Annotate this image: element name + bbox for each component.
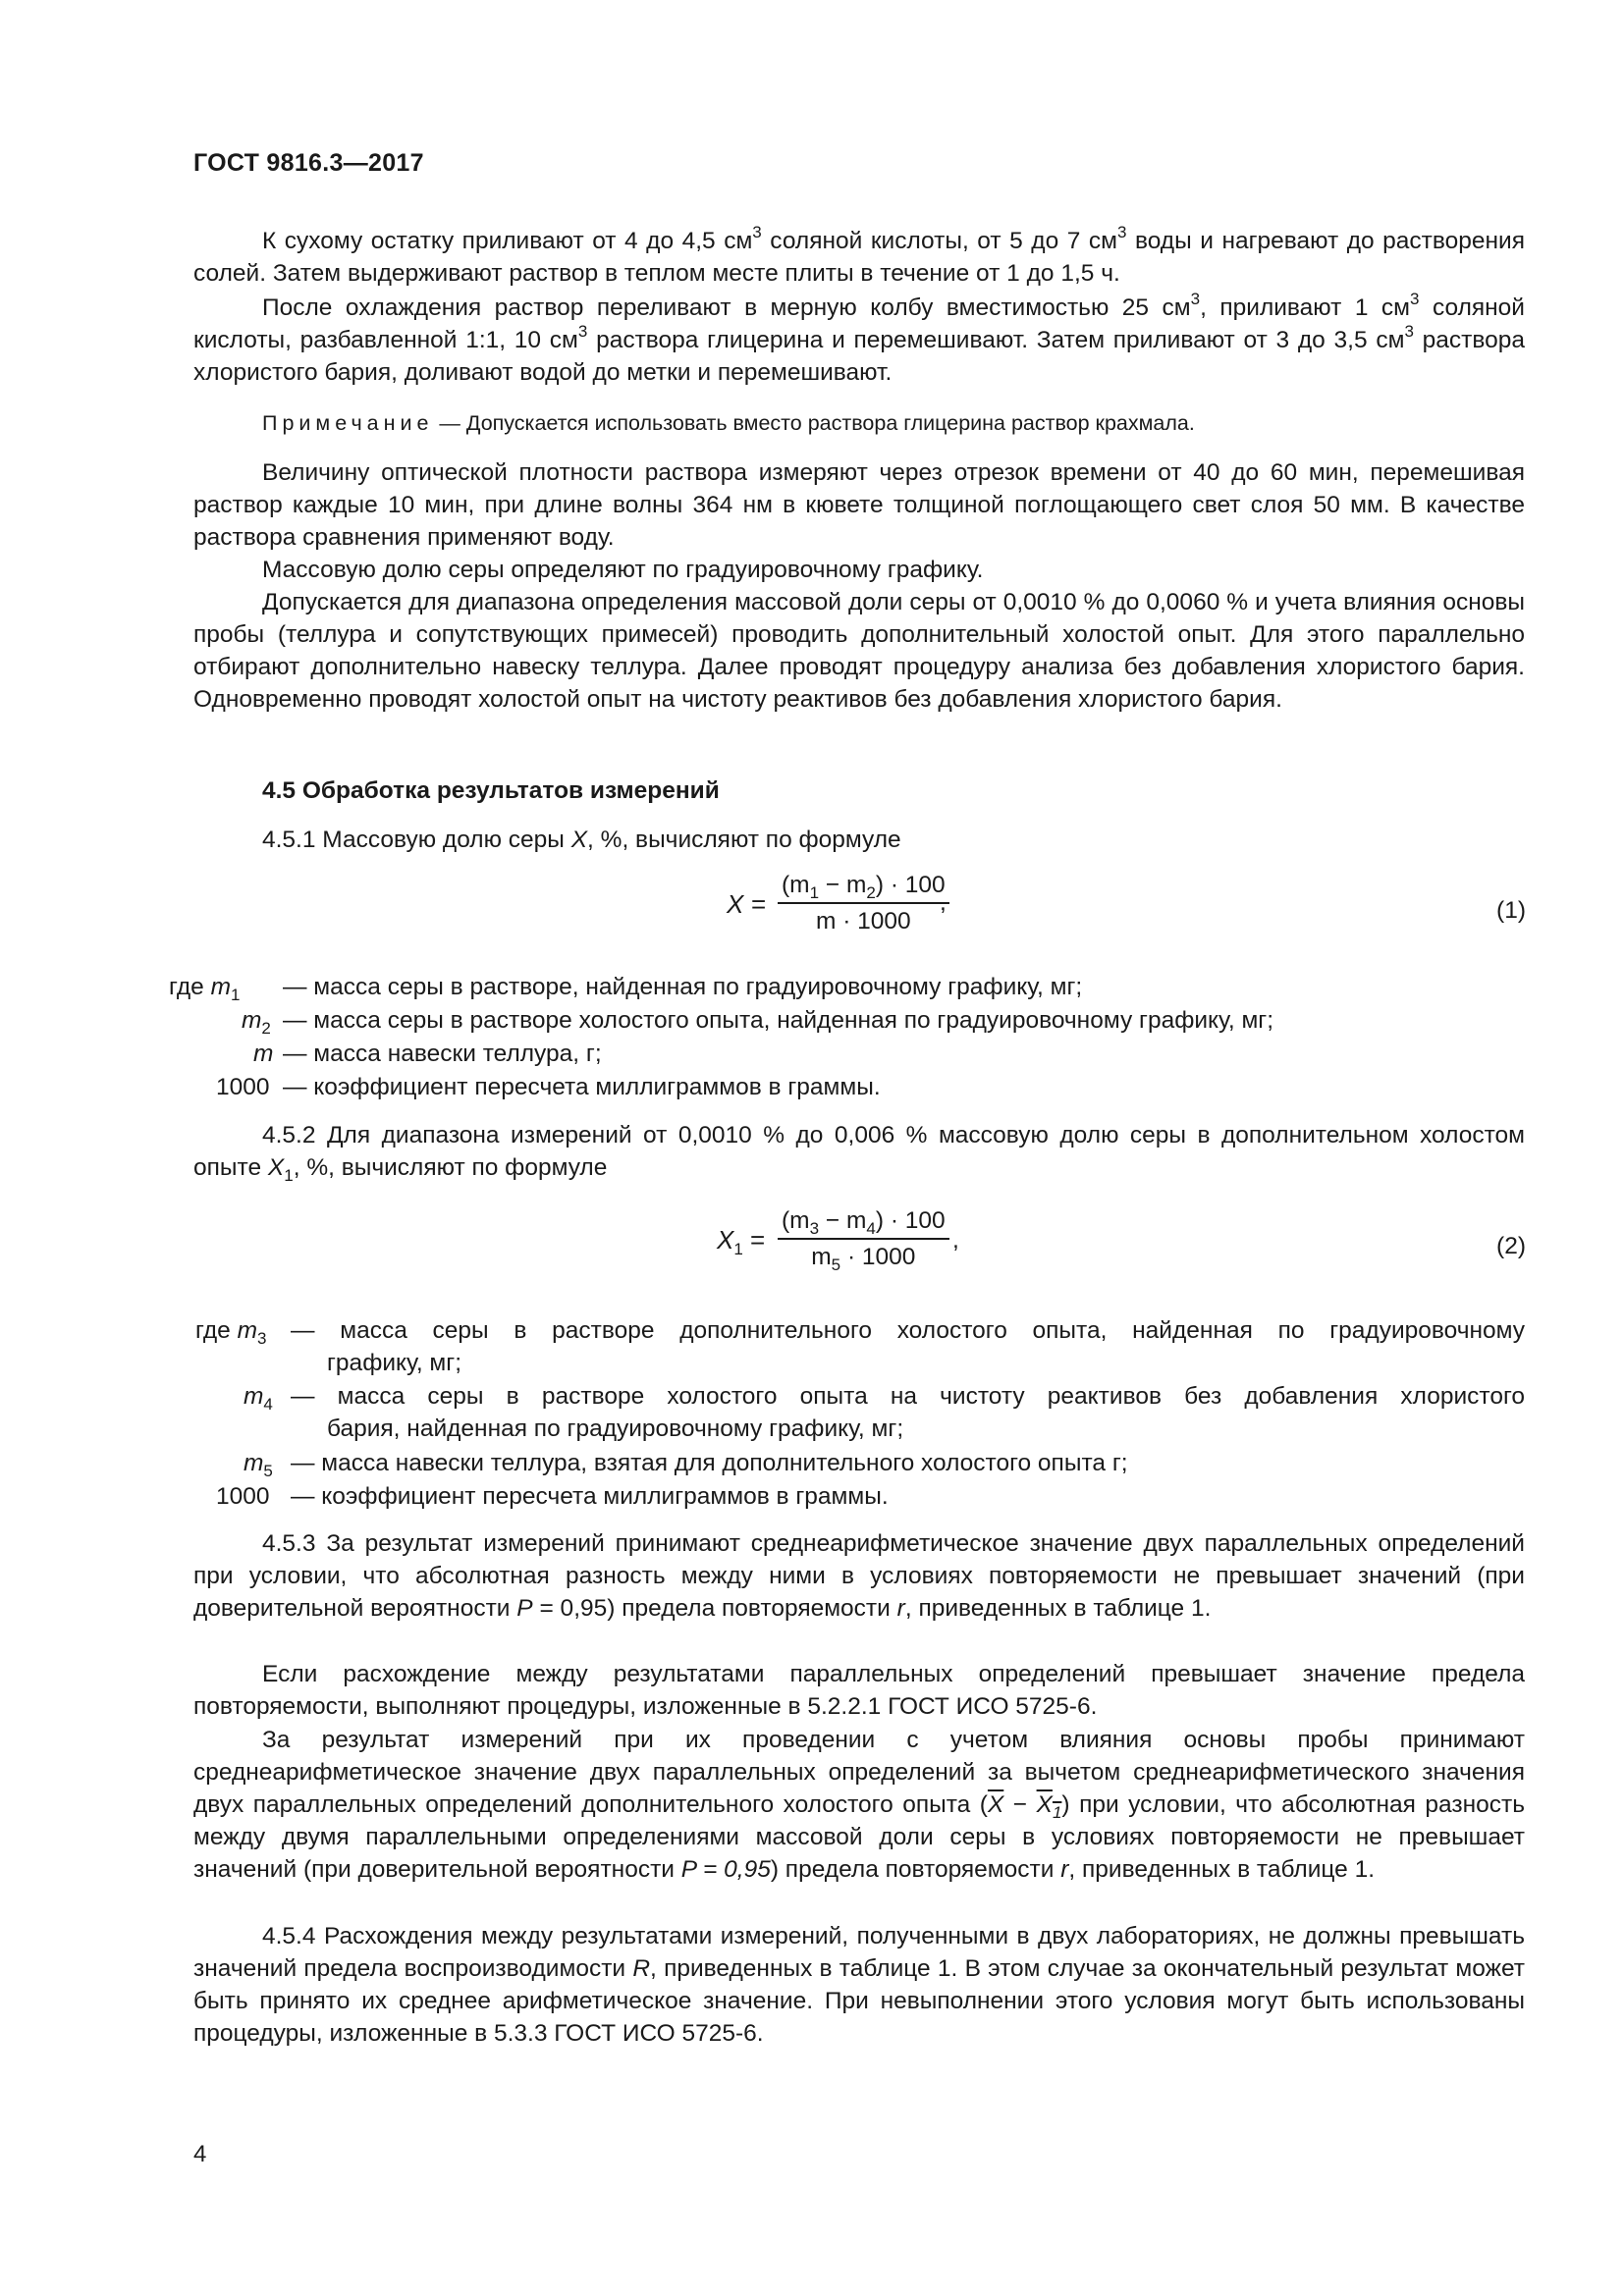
- legend-1-row: $m_2$: [242, 1007, 271, 1038]
- legend-1-text: — коэффициент пересчета миллиграммов в граммы.: [283, 1074, 881, 1100]
- page-number: 4: [193, 2141, 207, 2167]
- paragraph-divergence: Если расхождение между результатами параллельных определений превышает значение предела повторяемости, выполняют процедуры, изложенные в 5.2.2.1 ГОСТ ИСО 5725-6.: [193, 1661, 1525, 1720]
- clause-4-5-4: 4.5.4 Расхождения между результатами измерений, полученными в двух лабораториях, не должны превышать значений предела воспроизводимости R, приведенных в таблице 1. В этом случае за окончательный результат может быть принято их среднее арифметическое значение. При невыполнении этого условия могут быть использованы процедуры, изложенные в 5.3.3 ГОСТ ИСО 5725-6.: [193, 1923, 1526, 2047]
- paragraph-calibration: Массовую долю серы определяют по градуировочному графику.: [262, 557, 984, 583]
- formula-2-fraction: [778, 1207, 949, 1274]
- formula-1-numerator: $(m_1 - m_2) \cdot 100$: [778, 872, 949, 904]
- legend-2-text: — коэффициент пересчета миллиграммов в граммы.: [291, 1483, 889, 1510]
- note: Примечание — Допускается использовать вместо раствора глицерина раствор крахмала.: [262, 411, 1195, 435]
- paragraph-optical-density: Величину оптической плотности раствора измеряют через отрезок времени от 40 до 60 мин, перемешивая раствор каждые 10 мин, при длине волны 364 нм в кювете толщиной поглощающего свет слоя 50 мм. В качестве раствора сравнения применяют воду.: [193, 459, 1525, 551]
- clause-4-5-3: 4.5.3 За результат измерений принимают среднеарифметическое значение двух параллельных определений при условии, что абсолютная разность между ними в условиях повторяемости не превышает значений (при доверительной вероятности P = 0,95) предела повторяемости r, приведенных в таблице 1.: [193, 1530, 1525, 1622]
- legend-2-row: $m_5$: [244, 1450, 273, 1480]
- section-heading: 4.5 Обработка результатов измерений: [262, 777, 720, 804]
- legend-2-row: 1000: [216, 1483, 270, 1510]
- formula-1-denominator: m · 1000: [815, 908, 911, 934]
- formula-2-denominator: $m_5 \cdot 1000$: [811, 1244, 916, 1274]
- legend-1-row: где $m_1$: [169, 974, 241, 1004]
- paragraph-dry-residue: К сухому остатку приливают от 4 до 4,5 $см^3$ соляной кислоты, от 5 до 7 $см^3$ воды и нагревают до растворения солей. Затем выдерживают раствор в теплом месте плиты в течение от 1 до 1,5 ч.: [193, 223, 1525, 287]
- formula-1-comma: ,: [940, 889, 947, 916]
- paragraph-after-cooling: После охлаждения раствор переливают в мерную колбу вместимостью 25 $см^3$, приливают 1 $см^3$ соляной кислоты, разбавленной 1:1, 10 $см^3$ раствора глицерина и перемешивают. Затем приливают от 3 до 3,5 $см^3$ раствора хлористого бария, доливают водой до метки и перемешивают.: [193, 290, 1525, 386]
- legend-2-row: где $m_3$: [195, 1317, 267, 1348]
- clause-4-5-1: 4.5.1 Массовую долю серы X, %, вычисляют по формуле: [262, 827, 901, 853]
- x1-bar: $X_1$: [1036, 1791, 1062, 1822]
- legend-1-text: — масса серы в растворе холостого опыта, найденная по градуировочному графику, мг;: [283, 1007, 1274, 1034]
- formula-1-fraction: [778, 872, 949, 935]
- legend-1-text: — масса навески теллура, г;: [283, 1041, 602, 1067]
- legend-2-text: — масса навески теллура, взятая для дополнительного холостого опыта г;: [291, 1450, 1128, 1476]
- legend-2-text: — масса серы в растворе дополнительного холостого опыта, найденная по градуировочному графику, мг;: [291, 1317, 1525, 1376]
- legend-1-row: m: [253, 1041, 274, 1067]
- legend-2-row: $m_4$: [244, 1383, 273, 1414]
- legend-1-text: — масса серы в растворе, найденная по градуировочному графику, мг;: [283, 974, 1083, 1000]
- formula-2-comma: ,: [952, 1227, 959, 1254]
- page-header-title: ГОСТ 9816.3—2017: [193, 149, 424, 177]
- paragraph-blank-experiment: Допускается для диапазона определения массовой доли серы от 0,0010 % до 0,0060 % и учета влияния основы пробы (теллура и сопутствующих примесей) проводить дополнительный холостой опыт. Для этого параллельно отбирают дополнительно навеску теллура. Далее проводят процедуру анализа без добавления хлористого бария. Одновременно проводят холостой опыт на чистоту реактивов без добавления хлористого бария.: [193, 589, 1525, 713]
- formula-2-lhs: $X_1$ =: [717, 1225, 766, 1258]
- legend-1-row: 1000: [216, 1074, 270, 1100]
- formula-2-numerator: $(m_3 - m_4) \cdot 100$: [778, 1207, 949, 1240]
- clause-4-5-2: 4.5.2 Для диапазона измерений от 0,0010 % до 0,006 % массовую долю серы в дополнительном холостом опыте $X_1$, %, вычисляют по формуле: [193, 1122, 1525, 1185]
- formula-2-number: (2): [1496, 1233, 1526, 1259]
- paragraph-base-influence: За результат измерений при их проведении с учетом влияния основы пробы принимают среднеарифметическое значение двух параллельных определений за вычетом среднеарифметического значения двух параллельных определений дополнительного холостого опыта $(\overline{X} - X_1)$ при условии, что абсолютная разность между двумя параллельными определениями массовой доли серы в условиях повторяемости не превышает значений (при доверительной вероятности P = 0,95) предела повторяемости r, приведенных в таблице 1.: [193, 1727, 1525, 1883]
- formula-1-lhs: X =: [727, 889, 766, 919]
- legend-2-text: — масса серы в растворе холостого опыта на чистоту реактивов без добавления хлористого бария, найденная по градуировочному графику, мг;: [291, 1383, 1525, 1442]
- formula-1-number: (1): [1496, 897, 1526, 924]
